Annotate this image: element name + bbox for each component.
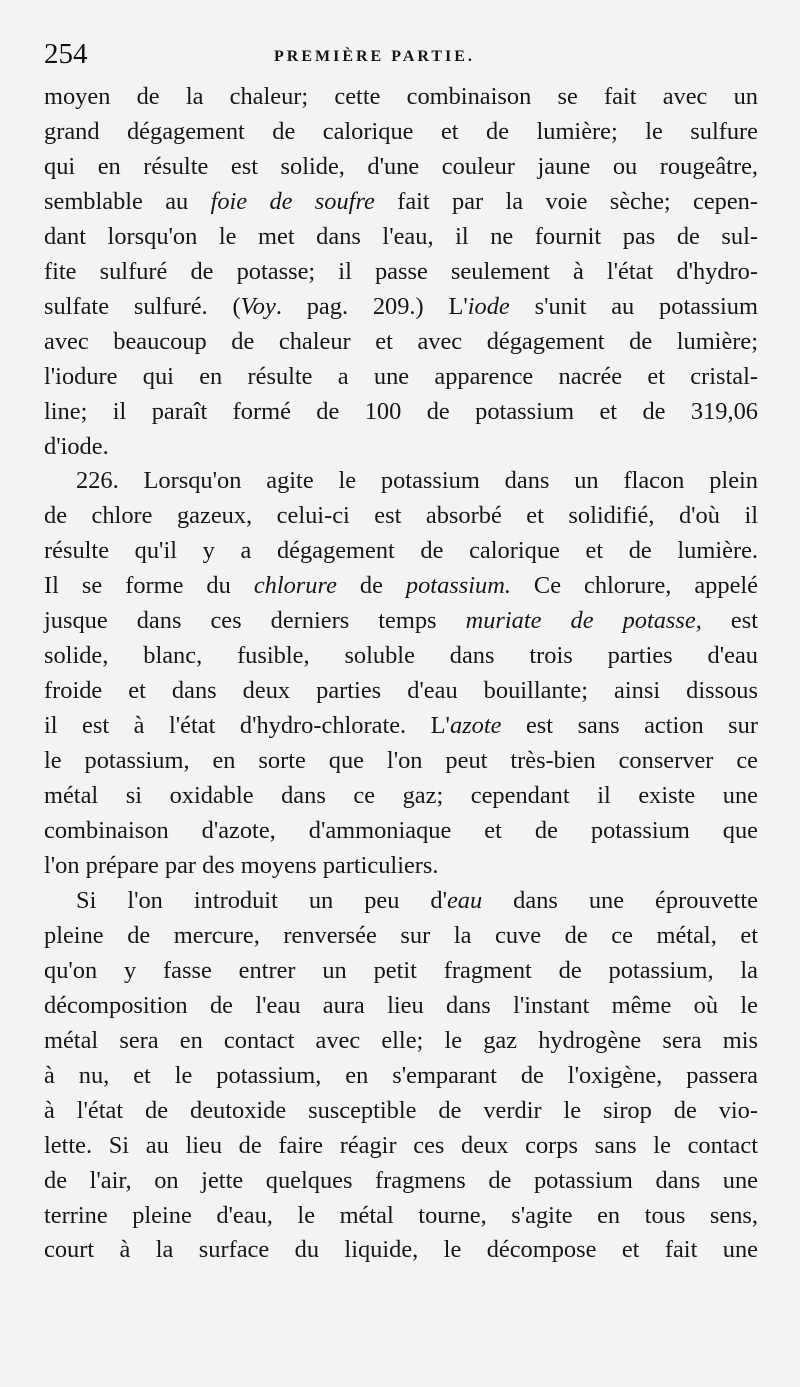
text-line: l'iodure qui en résulte a une apparence nacrée et cristal- (44, 362, 758, 390)
running-head: PREMIÈRE PARTIE. (274, 48, 475, 65)
page-number: 254 (44, 38, 88, 70)
text-segment: Ce chlorure, appelé (510, 572, 758, 600)
text-line: solide, blanc, fusible, soluble dans trois parties d'eau (44, 642, 758, 670)
text-line: décomposition de l'eau aura lieu dans l'instant même où le (44, 991, 758, 1019)
text-line: de chlore gazeux, celui-ci est absorbé et solidifié, d'où il (44, 502, 758, 530)
text-segment: Si l'on introduit un peu d' (76, 886, 447, 914)
italic-term: foie de soufre (210, 187, 375, 215)
text-line: avec beaucoup de chaleur et avec dégagement de lumière; (44, 327, 758, 355)
text-segment: Il se forme du (44, 572, 254, 600)
text-line: terrine pleine d'eau, le métal tourne, s'agite en tous sens, (44, 1201, 758, 1229)
text-line: grand dégagement de calorique et de lumière; le sulfure (44, 117, 758, 145)
italic-term: iode (467, 292, 510, 320)
italic-term: Voy (240, 292, 276, 320)
text-segment: il est à l'état d'hydro-chlorate. L' (44, 712, 450, 740)
italic-term: potassium. (405, 572, 511, 600)
page-header (44, 36, 760, 76)
text-line (44, 709, 758, 744)
text-line: moyen de la chaleur; cette combinaison se fait avec un (44, 83, 758, 110)
text-line (44, 604, 758, 639)
text-segment: fait par la voie sèche; cepen- (374, 187, 758, 215)
text-line: résulte qu'il y a dégagement de calorique et de lumière. (44, 537, 758, 565)
text-line (44, 185, 758, 220)
italic-term: muriate de potasse, (465, 607, 702, 635)
text-line: qui en résulte est solide, d'une couleur jaune ou rougeâtre, (44, 152, 758, 180)
text-line: de l'air, on jette quelques fragmens de potassium dans une (44, 1166, 758, 1194)
text-line (44, 569, 758, 604)
text-line: combinaison d'azote, d'ammoniaque et de potassium que (44, 817, 758, 845)
text-line: d'iode. (44, 432, 109, 460)
text-line: lette. Si au lieu de faire réagir ces deux corps sans le contact (44, 1131, 758, 1159)
text-segment: est (701, 607, 758, 635)
italic-term: eau (446, 886, 483, 914)
text-line: dant lorsqu'on le met dans l'eau, il ne fournit pas de sul- (44, 222, 758, 250)
text-line: line; il paraît formé de 100 de potassium et de 319,06 (44, 397, 758, 425)
text-segment: de (336, 572, 406, 600)
text-segment: jusque dans ces derniers temps (44, 607, 466, 635)
italic-term: azote (449, 712, 502, 740)
italic-term: chlorure (253, 572, 337, 600)
paragraph-iodide (44, 80, 758, 464)
text-segment: dans une éprouvette (482, 886, 758, 914)
text-line: à l'état de deutoxide susceptible de verdir le sirop de vio- (44, 1096, 758, 1124)
text-line: le potassium, en sorte que l'on peut très-bien conserver ce (44, 747, 758, 775)
text-line: métal si oxidable dans ce gaz; cependant il existe une (44, 782, 758, 810)
text-segment: . pag. 209.) L' (275, 292, 468, 320)
text-segment: est sans action sur (501, 712, 758, 740)
text-line: fite sulfuré de potasse; il passe seulement à l'état d'hydro- (44, 257, 758, 285)
text-line: qu'on y fasse entrer un petit fragment de potassium, la (44, 956, 758, 984)
text-line: métal sera en contact avec elle; le gaz hydrogène sera mis (44, 1026, 758, 1054)
text-line: 226. Lorsqu'on agite le potassium dans un flacon plein (76, 467, 758, 495)
text-line: à nu, et le potassium, en s'emparant de l'oxigène, passera (44, 1061, 758, 1089)
text-line (44, 290, 758, 325)
paragraph-chlorine (44, 464, 758, 883)
text-line: pleine de mercure, renversée sur la cuve de ce métal, et (44, 921, 758, 949)
text-line (44, 884, 758, 919)
text-segment: s'unit au potassium (509, 292, 758, 320)
text-segment: semblable au (44, 187, 211, 215)
body-text (44, 80, 758, 1268)
text-line: l'on prépare par des moyens particuliers. (44, 851, 439, 879)
text-segment: sulfate sulfuré. ( (44, 292, 241, 320)
text-line: court à la surface du liquide, le décompose et fait une (44, 1236, 758, 1264)
paragraph-water (44, 884, 758, 1268)
text-line: froide et dans deux parties d'eau bouillante; ainsi dissous (44, 677, 758, 705)
